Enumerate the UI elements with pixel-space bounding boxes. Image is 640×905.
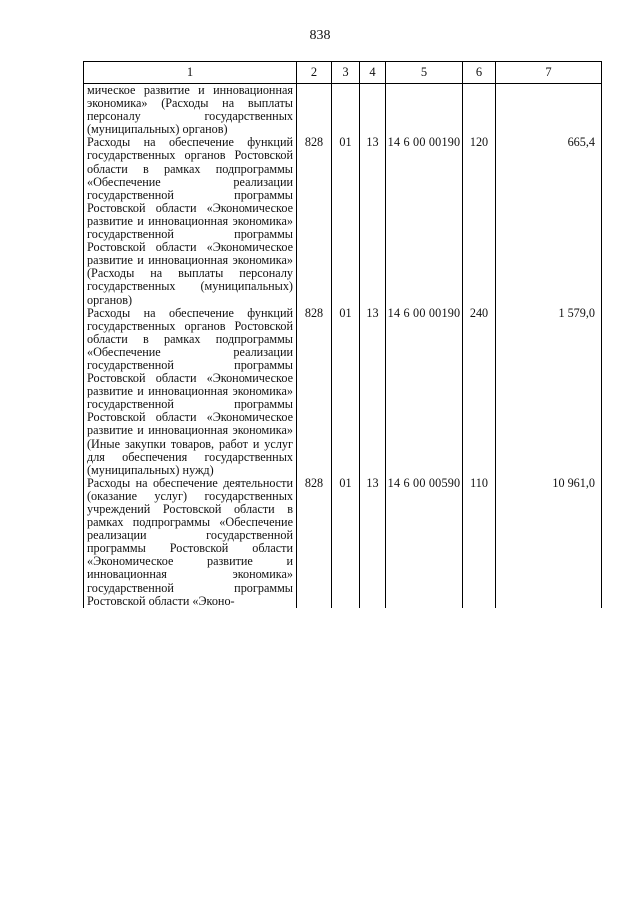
row-amount: 665,4	[496, 136, 602, 306]
row-amount: 1 579,0	[496, 307, 602, 477]
row-amount: 10 961,0	[496, 477, 602, 608]
header-col-1: 1	[84, 62, 297, 84]
row-section: 01	[332, 477, 360, 608]
row-section	[332, 84, 360, 137]
row-ministry-code: 828	[297, 136, 332, 306]
row-ministry-code: 828	[297, 307, 332, 477]
table-row	[84, 136, 602, 306]
budget-table	[83, 61, 602, 608]
row-target-article: 14 6 00 00590	[386, 477, 463, 608]
row-subsection: 13	[360, 307, 386, 477]
header-col-6: 6	[463, 62, 496, 84]
row-subsection: 13	[360, 136, 386, 306]
page-number: 838	[309, 28, 331, 43]
row-section: 01	[332, 136, 360, 306]
header-col-2: 2	[297, 62, 332, 84]
row-description: Расходы на обеспечение функций государственных органов Ростовской области в рамках подпрограммы «Обеспечение реализации государственной программы Ростовской области «Экономическое развитие и инновационная экономика» государственной программы Ростовской области «Экономическое развитие и инновационная экономика» (Расходы на выплаты персоналу государственных (муниципальных) органов)	[84, 136, 297, 306]
row-target-article: 14 6 00 00190	[386, 307, 463, 477]
row-expense-type	[463, 84, 496, 137]
row-expense-type: 110	[463, 477, 496, 608]
table-row	[84, 84, 602, 137]
row-description: мическое развитие и инновационная экономика» (Расходы на выплаты персоналу государственных (муниципальных) органов)	[84, 84, 297, 137]
header-row	[84, 62, 602, 84]
header-col-4: 4	[360, 62, 386, 84]
table-row	[84, 477, 602, 608]
row-subsection	[360, 84, 386, 137]
row-target-article	[386, 84, 463, 137]
row-description: Расходы на обеспечение функций государственных органов Ростовской области в рамках подпрограммы «Обеспечение реализации государственной программы Ростовской области «Экономическое развитие и инновационная экономика» государственной программы Ростовской области «Экономическое развитие и инновационная экономика» (Иные закупки товаров, работ и услуг для обеспечения государственных (муниципальных) нужд)	[84, 307, 297, 477]
row-amount	[496, 84, 602, 137]
row-ministry-code: 828	[297, 477, 332, 608]
header-col-3: 3	[332, 62, 360, 84]
row-target-article: 14 6 00 00190	[386, 136, 463, 306]
table-header	[84, 62, 602, 84]
row-subsection: 13	[360, 477, 386, 608]
table-row	[84, 307, 602, 477]
row-description: Расходы на обеспечение деятельности (оказание услуг) государственных учреждений Ростовской области в рамках подпрограммы «Обеспечение реализации государственной программы Ростовской области «Экономическое развитие и инновационная экономика» государственной программы Ростовской области «Эконо-	[84, 477, 297, 608]
header-col-5: 5	[386, 62, 463, 84]
row-expense-type: 120	[463, 136, 496, 306]
header-col-7: 7	[496, 62, 602, 84]
row-section: 01	[332, 307, 360, 477]
row-expense-type: 240	[463, 307, 496, 477]
row-ministry-code	[297, 84, 332, 137]
